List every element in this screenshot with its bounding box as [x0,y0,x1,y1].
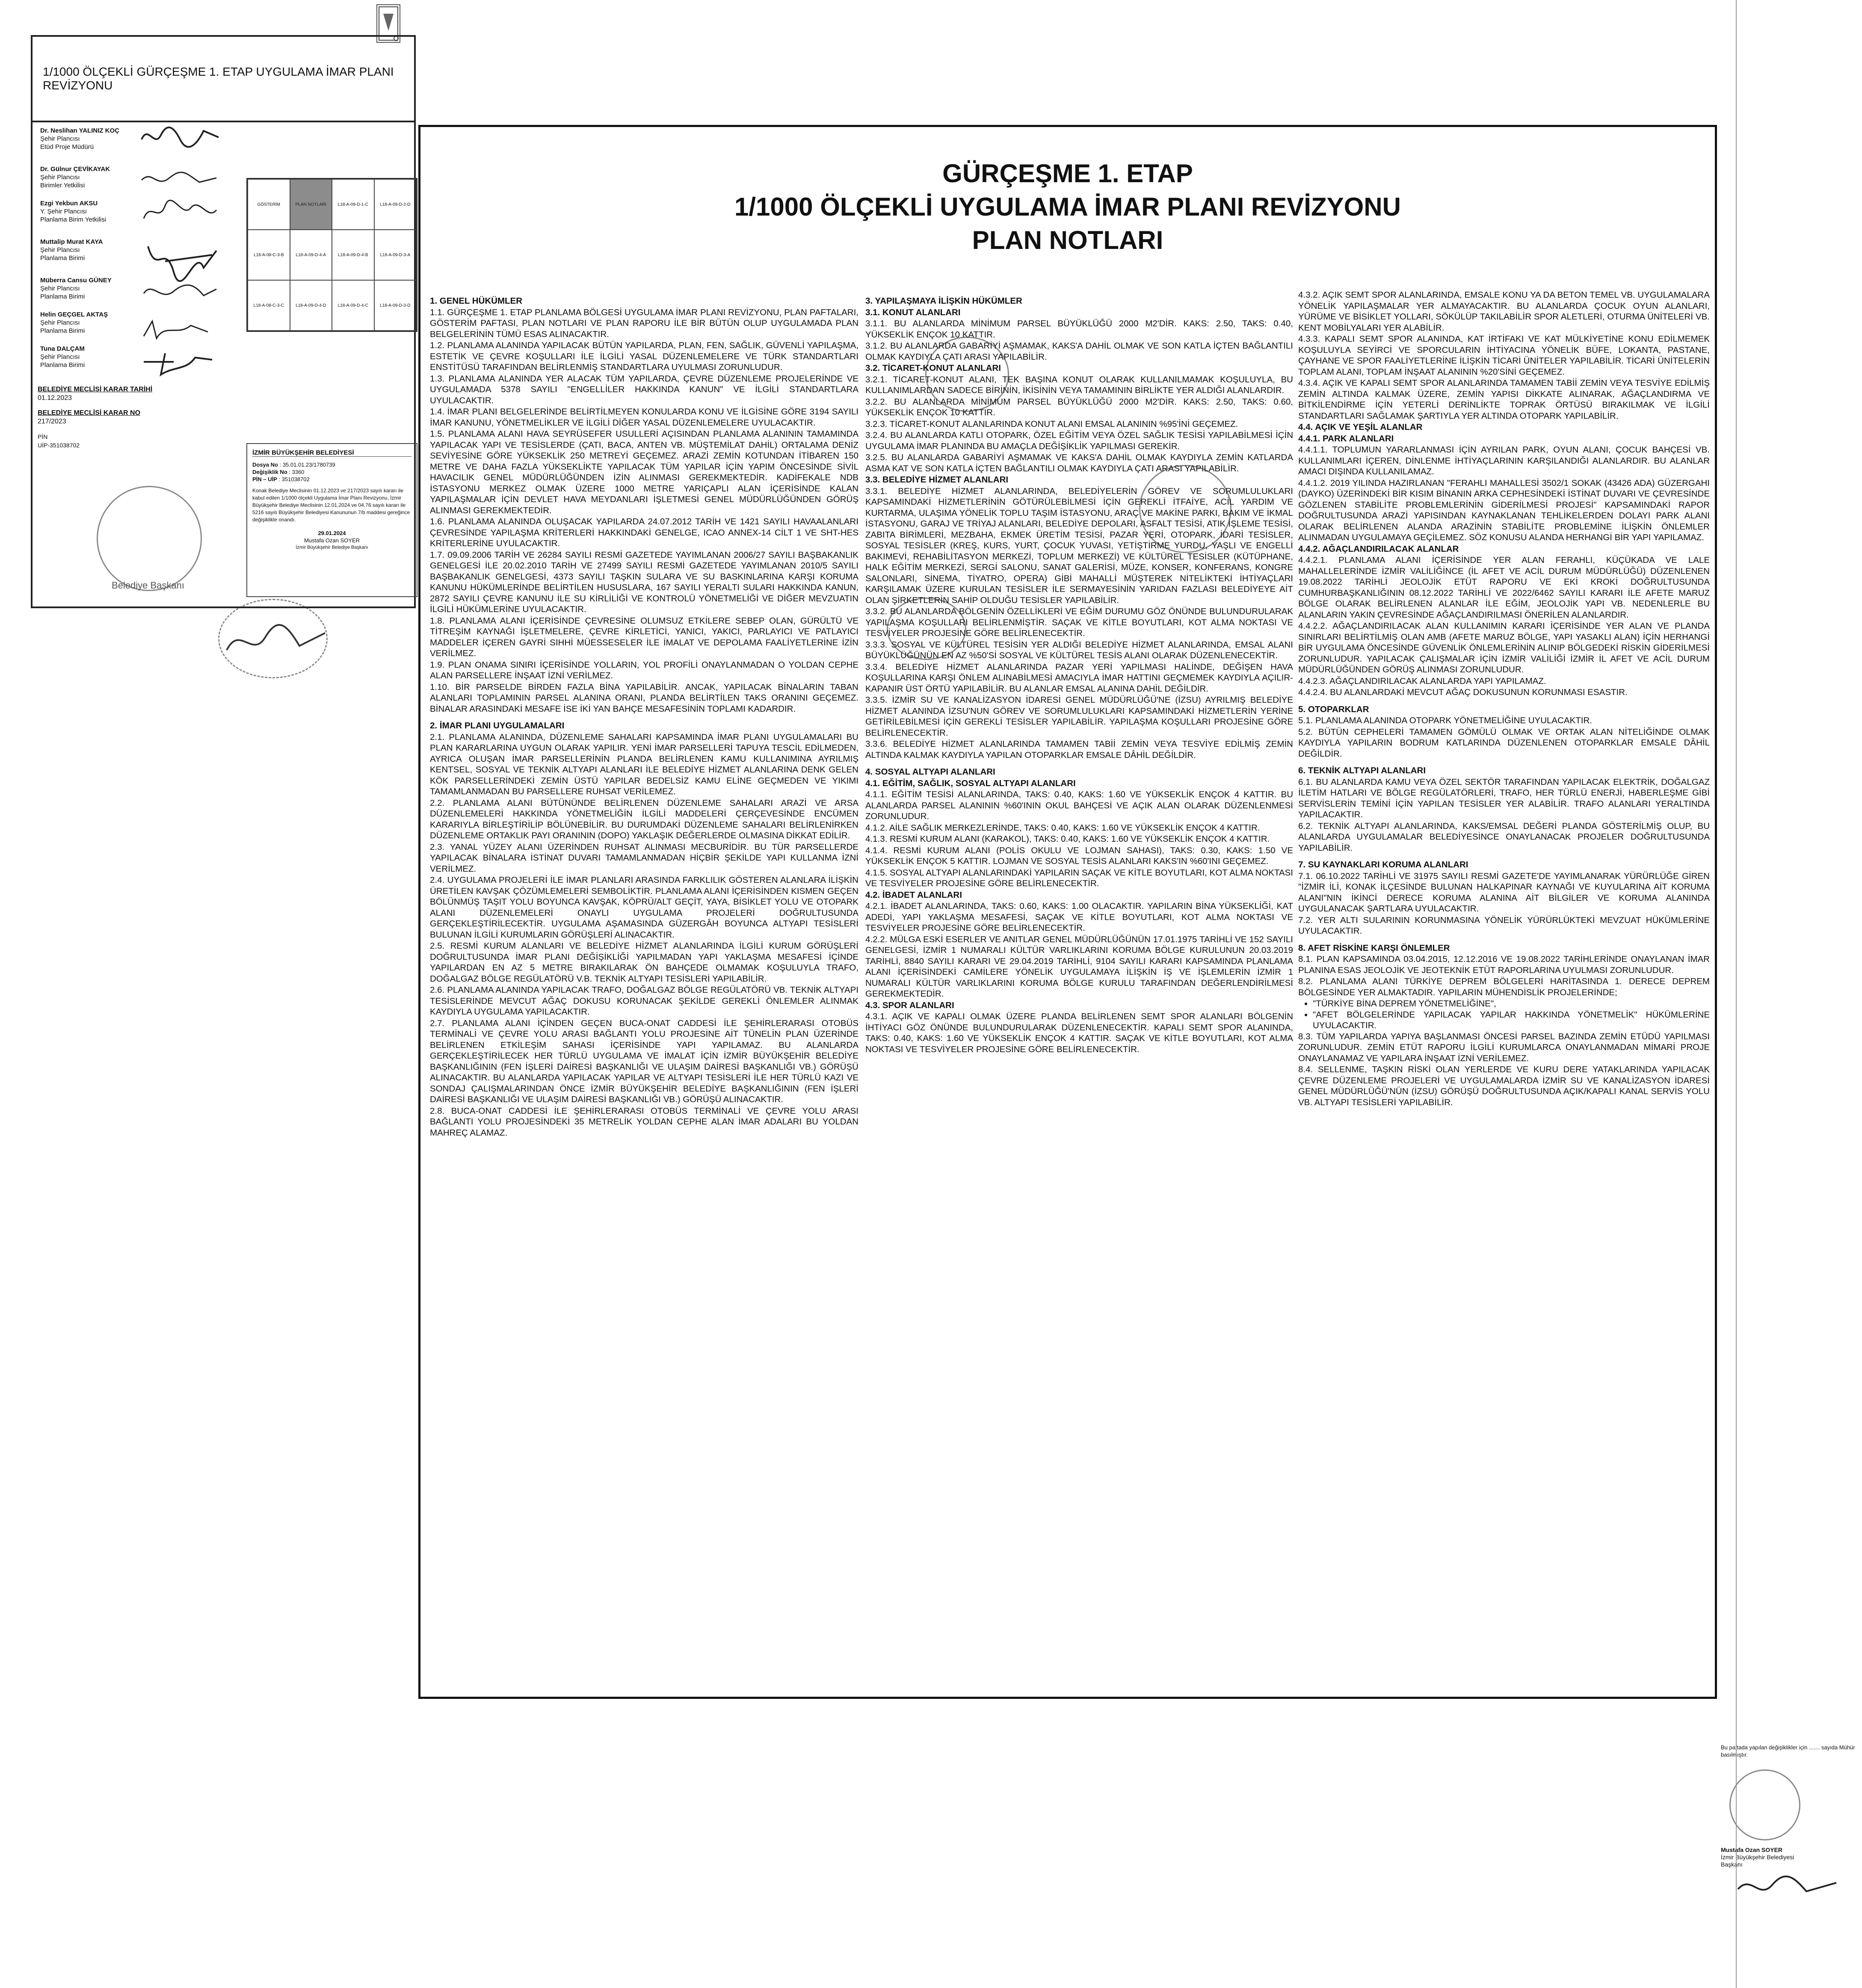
approver-title: Şehir Plancısı [40,285,80,292]
plan-note-paragraph: 1.3. PLANLAMA ALANINDA YER ALACAK TÜM YAPILARDA, ÇEVRE DÜZENLEME PROJELERİNDE VE UYGULAMADA 5378 SAYILI "ENGELLİLER HAKKINDA KANUN" VE İLGİLİ STANDARTLARA UYULACAKTIR. [430,373,858,405]
signature-icon [139,276,221,306]
grid-cell: L18-A-09-D-4-A [290,230,332,280]
plan-note-paragraph: 2.4. UYGULAMA PROJELERİ İLE İMAR PLANLARI ARASINDA FARKLILIK GÖSTEREN ALANLARA İLİŞKİN ÜRETİLEN KAVŞAK ÇÖZÜMLEMELERİ SEMBOLİKTİR. PLANLAMA ALANI İÇERİSİNDEN KISMEN GEÇEN BÖLÜNMÜŞ TAŞIT YOLU BOYUNCA KAVŞAK, KÖPRÜ/ALT GEÇİT, YAYA, BİSİKLET YOLU VE OTOPARK ALANI DÜZENLEMELERİ ONAYLI UYGULAMA PROJELERİ DOĞRULTUSUNDA GERÇEKLEŞTİRİLECEKTİR. UYGULAMA AŞAMASINDA GÜZERGÂH BOYUNCA ALTYAPI TESİSLERİ BULUNAN İLGİLİ KURUMLARIN GÖRÜŞLERİ ALINACAKTIR. [430,875,858,940]
scan-edge [1736,0,1752,1988]
ibb-pin-label: PİN – UİP [252,476,277,482]
notes-column-1 [430,290,858,1139]
approver-name: Helin GEÇGEL AKTAŞ [40,311,108,318]
plan-notes-sheet [418,125,1855,1868]
grid-cell-current: PLAN NOTLARI [290,179,332,230]
plan-note-paragraph: 3.2.1. TİCARET-KONUT ALANI, TEK BAŞINA KONUT OLARAK KULLANILMAMAK KOŞULUYLA, BU KULLANIMLARDAN SADECE BİRİNİN, İKİSİNİN VEYA TAMAMININ BİRLİKTE YER ALDIĞI ALANLARDIR. [865,374,1293,395]
plan-note-paragraph: 5.2. BÜTÜN CEPHELERİ TAMAMEN GÖMÜLÜ OLMAK VE ORTAK ALAN NİTELİĞİNDE OLMAK KAYDIYLA YAPILARIN BODRUM KATLARINDA DÜZENLENEN OTOPARKLAR EMSALE DÂHİL DEĞİLDİR. [1298,727,1710,759]
council-no-label: BELEDİYE MECLİSİ KARAR NO [38,409,141,417]
approver-title: Şehir Plancısı [40,246,80,254]
notes-column-2 [865,290,1293,1055]
signature-icon [139,315,221,345]
approver-role: Planlama Birimi [40,361,85,369]
ibb-name: İZMİR BÜYÜKŞEHİR BELEDİYESİ [252,449,411,457]
document-title [420,157,1715,257]
subsection-heading: 4.4. AÇIK VE YEŞİL ALANLAR [1298,422,1423,432]
section-heading: 7. SU KAYNAKLARI KORUMA ALANLARI [1298,860,1468,870]
plan-note-paragraph: 2.1. PLANLAMA ALANINDA, DÜZENLEME SAHALARI KAPSAMINDA İMAR PLANI UYGULAMALARI BU PLAN KARARLARINA UYGUN OLARAK YAPILIR. YENİ İMAR PARSELLERİ TAPUYA TESCİL EDİLMEDEN, AYRICA OLUŞAN İMAR PARSELLERİNİN PLANDA BELİRLENEN KAMU KULLANIMINA AYRILMIŞ KENTSEL, SOSYAL VE TEKNİK ALTYAPI ALANLARI İLE BELEDİYE HİZMET ALANLARINA DENK GELEN KÖK PARSELLERİNDEKİ ZEMİN ÜSTÜ YAPILAR BEDELSİZ KAMU ELİNE GEÇMEDEN VE YIKIMI TAMAMLANMADAN BU PARSELLERE RUHSAT VERİLEMEZ. [430,732,858,796]
notes-column-3 [1298,290,1710,1108]
official-seal [1139,465,1231,553]
signature-icon [139,197,221,227]
grid-cell: L18-A-09-D-1-C [332,179,374,230]
plan-note-paragraph: 1.2. PLANLAMA ALANINDA YAPILACAK BÜTÜN YAPILARDA, PLAN, FEN, SAĞLIK, GÜVENLİ YAPILAŞMA, ESTETİK VE ÇEVRE KOŞULLARI İLE İLGİLİ YASAL DÜZENLEMELERE VE TÜRK STANDARTLARI ENSTİTÜSÜ TARAFINDAN BELİRLENMİŞ STANDARTLARA UYULMASI ZORUNLUDUR. [430,340,858,372]
plan-note-paragraph: 4.3.2. AÇIK SEMT SPOR ALANLARINDA, EMSALE KONU YA DA BETON TEMEL VB. UYGULAMALARA YÖNELİK YAPILAŞMALAR YER ALMAYACAKTIR. BU ALANLARDA ÇOCUK OYUN ALANLARI, YÜRÜME VE BİSİKLET YOLLARI, SÖKÜLÜP TAKILABİLİR SPOR ALETLERİ, OTURMA ÜNİTELERİ VB. KENT MOBİLYALARI YER ALABİLİR. [1298,290,1710,333]
approver-role: Birimler Yetkilisi [40,182,85,189]
plan-note-paragraph: 1.6. PLANLAMA ALANINDA OLUŞACAK YAPILARDA 24.07.2012 TARİH VE 1421 SAYILI HAVAALANLARI ÇEVRESİNDE YAPILAŞMA KRİTERLERİ HAKKINDAKİ GENELGE, ICAO ANNEX-14 CİLT 1 VE SHT-HES KRİTERLERİNE UYULACAKTIR. [430,517,858,548]
plan-note-paragraph: 4.4.2.3. AĞAÇLANDIRILACAK ALANLARDA YAPI YAPILAMAZ. [1298,676,1546,686]
approver-role: Planlama Birimi [40,254,85,262]
ibb-date: 29.01.2024 [318,530,346,536]
plan-note-paragraph: 3.3.3. SOSYAL VE KÜLTÜREL TESİSİN YER ALDIĞI BELEDİYE HİZMET ALANLARINDA, EMSAL ALANI BÜYÜKLÜĞÜNÜN EN AZ %50'Sİ SOSYAL VE KÜLTÜREL TESİS ALANI OLARAK DÜZENLENECEKTİR. [865,639,1293,660]
signature-icon [222,616,334,667]
plan-note-paragraph: 1.7. 09.09.2006 TARİH VE 26284 SAYILI RESMİ GAZETEDE YAYIMLANAN 2006/27 SAYILI BAŞBAKANLIK GENELGESİ İLE 20.02.2010 TARİH VE 27499 SAYILI RESMİ GAZETEDE YAYIMLANAN 2010/5 SAYILI BAŞBAKANLIK GENELGESİ, 4373 SAYILI TAŞKIN SULARA VE SU BASKINLARINA KARŞI KORUMA KANUNU HÜKÜMLERİNDE BELİRTİLEN HUSUSLARA, 167 SAYILI YERALTI SULARI HAKKINDA KANUN, 2872 SAYILI ÇEVRE KANUNU İLE SU KİRLİLİĞİ VE KONTROLÜ YÖNETMELİĞİ VE DİĞER MEVZUATIN İLGİLİ HÜKÜMLERİNE UYULACAKTIR. [430,550,858,614]
council-date-field [38,385,217,402]
plan-note-paragraph: 3.3.4. BELEDİYE HİZMET ALANLARINDA PAZAR YERİ YAPILMASI HALİNDE, DEĞİŞEN HAVA KOŞULLARINA KARŞI ÖNLEM ALINABİLMESİ AMACIYLA İMAR HATTINI GEÇMEMEK KAYDIYLA AÇILIR-KAPANIR ÜST ÖRTÜ YAPILABİLİR. BU ALANLAR EMSAL ALANINA DAHİL DEĞİLDİR. [865,662,1293,694]
section-heading: 4. SOSYAL ALTYAPI ALANLARI [865,767,995,777]
subsection-heading: 3.3. BELEDİYE HİZMET ALANLARI [865,475,1009,485]
bullet-list [1298,998,1710,1031]
subsection-heading: 4.1. EĞİTİM, SAĞLIK, SOSYAL ALTYAPI ALANLARI [865,778,1076,788]
plan-note-paragraph: 3.2.5. BU ALANLARDA GABARİYİ AŞMAMAK VE KAKS'A DAHİL OLMAK KAYDIYLA ZEMİN KATLARDA ASMA KAT VE SON KATLA İÇTEN BAĞLANTILI OLMAK KAYDIYLA ÇATI ARASI YAPILABİLİR. [865,453,1293,473]
section-heading: 5. OTOPARKLAR [1298,704,1369,714]
plan-note-paragraph: 4.2.1. İBADET ALANLARINDA, TAKS: 0.60, KAKS: 1.00 OLACAKTIR. YAPILARIN BİNA YÜKSEKLİĞİ, KAT ADEDİ, YAPI YAKLAŞMA MESAFESİ, SAÇAK VE KİTLE BOYUTLARI, KOT ALMA NOKTASI VE TESVİYELER PROJESİNE GÖRE BELİRLENECEKTİR. [865,901,1293,933]
approval-title-2: Başkanı [1721,1861,1743,1868]
plan-note-paragraph: 2.7. PLANLAMA ALANI İÇİNDEN GEÇEN BUCA-ONAT CADDESİ İLE ŞEHİRLERARASI OTOBÜS TERMİNALİ VE ÇEVRE YOLU ARASI BAĞLANTI YOLU PROJESİNE AİT TÜNELİN PLAN ÜZERİNDE BELİRLENEN ETKİLEŞİM SAHASI İÇERİSİNDE YAPI YAPILAMAZ. BU ALANLARDA GERÇEKLEŞTİRİLECEK HER TÜRLÜ UYGULAMA VE İMALAT İÇİN İZMİR BÜYÜKŞEHİR BELEDİYE BAŞKANLIĞININ (FEN İŞLERİ DAİRESİ BAŞKANLIĞI VE ULAŞIM DAİRESİ BAŞKANLIĞI VB.) GÖRÜŞÜ ALINACAKTIR. BU ALANLARDA YAPILACAK YAPILAR VE ALTYAPI TESİSLERİ İLE HER TÜRLÜ KAZI VE SONDAJ ÇALIŞMALARINDAN ÖNCE İZMİR BÜYÜKŞEHİR BELEDİYE BAŞKANLIĞININ (FEN İŞLERİ DAİRESİ BAŞKANLIĞI VE ULAŞIM DAİRESİ BAŞKANLIĞI VB.) GÖRÜŞÜ ALINACAKTIR. [430,1018,858,1104]
bullet-item: • "AFET BÖLGELERİNDE YAPILACAK YAPILAR HAKKINDA YÖNETMELİK" HÜKÜMLERİNE UYULACAKTIR. [1313,1009,1710,1031]
grid-cell: L18-A-09-D-4-B [332,230,374,280]
signature-icon [139,122,221,152]
metropolitan-approval-box [246,443,417,597]
section-heading: 8. AFET RİSKİNE KARŞI ÖNLEMLER [1298,943,1450,953]
ibb-pin-row [252,476,411,483]
ibb-signer-title: İzmir Büyükşehir Belediye Başkanı [296,545,368,550]
plan-note-paragraph: 2.3. YANAL YÜZEY ALANI ÜZERİNDEN RUHSAT ALINMASI MECBURİDİR. BU TÜR PARSELLERDE YAPILACAK BİNALARA İSTİNAT DUVARI TAMAMLANMADAN HİÇBİR ŞEKİLDE YAPI KULLANMA İZNİ VERİLMEZ. [430,842,858,874]
plan-note-paragraph: 3.2.2. BU ALANLARDA MİNİMUM PARSEL BÜYÜKLÜĞÜ 2000 M2'DİR. KAKS: 2.50, TAKS: 0.60, YÜKSEKLİK ENÇOK 10 KATTIR. [865,396,1293,417]
approver-role: Etüd Proje Müdürü [40,143,94,151]
plan-note-paragraph: 8.3. TÜM YAPILARDA YAPIYA BAŞLANMASI ÖNCESİ PARSEL BAZINDA ZEMİN ETÜDÜ YAPILMASI ZORUNLUDUR. ZEMİN ETÜT RAPORU İLGİLİ KURUMLARCA ONAYLANMADAN MİMARİ PROJE ONAYLANAMAZ VE YAPILARA İNŞAAT İZNİ VERİLEMEZ. [1298,1031,1710,1063]
signature-icon [139,165,221,195]
ibb-pin-value: : 351038702 [278,476,310,482]
bullet-item: • "TÜRKİYE BİNA DEPREM YÖNETMELİĞİNE", [1313,998,1710,1009]
approver-name: Müberra Cansu GÜNEY [40,277,112,284]
approver-title: Şehir Plancısı [40,135,80,142]
plan-note-paragraph: 2.5. RESMİ KURUM ALANLARI VE BELEDİYE HİZMET ALANLARINDA İLGİLİ KURUM GÖRÜŞLERİ DOĞRULTUSUNDA İMAR PLANI DEĞİŞİKLİĞİ YAPILMADAN YAPI YAKLAŞMA MESAFESİ İÇİNDE YAPILARDAN EN AZ 5 METRE BIRAKILARAK ÖN BAHÇEDE OLMAMAK KOŞULUYLA TRAFO, DOĞALGAZ BÖLGE REGÜLATÖRÜ V.B. TEKNİK ALTYAPI TESİSLERİ YAPILABİLİR. [430,941,858,984]
section-heading: 1. GENEL HÜKÜMLER [430,296,523,306]
section-heading: 6. TEKNİK ALTYAPI ALANLARI [1298,766,1426,775]
approval-title-1: İzmir Büyükşehir Belediyesi [1721,1854,1794,1861]
plan-note-paragraph: 8.2. PLANLAMA ALANI TÜRKİYE DEPREM BÖLGELERİ HARİTASINDA 1. DERECE DEPREM BÖLGESİNDE YER ALMAKTADIR. YAPILARIN MÜHENDİSLİK PROJELERİNDE; [1298,976,1710,997]
plan-note-paragraph: 3.1.2. BU ALANLARDA GABARİYİ AŞMAMAK, KAKS'A DAHİL OLMAK VE SON KATLA İÇTEN BAĞLANTILI OLMAK KAYDIYLA ÇATI ARASI YAPILABİLİR. [865,341,1293,362]
plan-note-paragraph: 3.2.3. TİCARET-KONUT ALANLARINDA KONUT ALANI EMSAL ALANININ %95'İNİ GEÇEMEZ. [865,419,1238,429]
plan-note-paragraph: 4.1.4. RESMİ KURUM ALANI (POLİS OKULU VE LOJMAN SAHASI), TAKS: 0.30, KAKS: 1.50 VE YÜKSEKLİK ENÇOK 5 KATTIR. LOJMAN VE SOSYAL TESİS ALANLARI KAKS'IN %60'INI GEÇEMEZ. [865,845,1293,866]
approver-name: Muttalip Murat KAYA [40,238,103,246]
plan-note-paragraph: 7.1. 06.10.2022 TARİHLİ VE 31975 SAYILI RESMİ GAZETE'DE YAYIMLANARAK YÜRÜRLÜĞE GİREN "İZMİR İLİ, KONAK İLÇESİNDE BULUNAN HALKAPINAR KAYNAĞI VE KUYULARINA AİT KORUMA ALANI"NIN İKİNCİ DERECE KORUMA ALANINA AİT BİLGİLER VE KORUMA ALANINDA UYGULANACAK ŞARTLARA UYULACAKTIR. [1298,871,1710,914]
plan-note-paragraph: 4.4.1.2. 2019 YILINDA HAZIRLANAN "FERAHLI MAHALLESİ 3502/1 SOKAK (43426 ADA) GÜZERGAHI (DAYKO) ÜZERİNDEKİ BİR KISIM BİNANIN ARKA CEPHESİNDEKİ İSTİNAT DUVARI VE ÇEVRESİNDE GÖZLENEN STABİLİTE PROBLEMLERİNİN GİDERİLMESİ PROJESİ" KAPSAMINDAKİ RAPOR DOĞRULTUSUNDA ARAZİ YAPISINDAN KAYNAKLANAN TEHLİKELERDEN DOLAYI PARK ALANI OLARAK BELİRLENEN ALANDA ARAZİNİN STABİLİTE PROBLEMİNE İLİŞKİN ÖNLEMLER ALINMADAN UYGULAMAYA GEÇİLEMEZ. SÖZ KONUSU ALANDA HERHANGİ BİR YAPI YAPILAMAZ. [1298,478,1710,542]
mayor-label: Belediye Başkanı [112,580,184,591]
subsection-heading: 4.2. İBADET ALANLARI [865,890,962,900]
plan-note-paragraph: 4.4.1.1. TOPLUMUN YARARLANMASI İÇİN AYRILAN PARK, OYUN ALANI, ÇOCUK BAHÇESİ VB. KULLANIMLARI İÇEREN, DİNLENME İHTİYAÇLARININ KARŞILANDIĞI ALANLARDIR. BU ALANLAR AMACI DIŞINDA KULLANILAMAZ. [1298,445,1710,476]
approver-title: Şehir Plancısı [40,319,80,326]
ibb-signer: Mustafa Ozan SOYER [304,537,360,544]
plan-note-paragraph: 3.3.6. BELEDİYE HİZMET ALANLARINDA TAMAMEN TABİİ ZEMİN VEYA TESVİYE EDİLMİŞ ZEMİN ALTINDA KALMAK KAYDIYLA YAPILAN OTOPARKLAR EMSALE DÂHİL DEĞİLDİR. [865,739,1293,760]
plan-note-paragraph: 3.1.1. BU ALANLARDA MİNİMUM PARSEL BÜYÜKLÜĞÜ 2000 M2'DİR. KAKS: 2.50, TAKS: 0.40, YÜKSEKLİK ENÇOK 10 KATTIR. [865,319,1293,340]
approval-note: Bu paftada yapılan değişiklikler için ....... sayıda Mühür basılmıştır. [1721,1744,1855,1758]
signature-icon [139,349,221,379]
plan-info-panel [31,35,416,608]
ibb-degisiklik-label: Değişiklik No [252,469,287,475]
grid-cell: L18-A-09-D-4-D [290,280,332,331]
plan-note-paragraph: 4.4.2.4. BU ALANLARDAKİ MEVCUT AĞAÇ DOKUSUNUN KORUNMASI ESASTIR. [1298,687,1628,697]
grid-cell: L18-A-08-C-3-B [248,230,290,280]
plan-note-paragraph: 4.1.2. AİLE SAĞLIK MERKEZLERİNDE, TAKS: 0.40, KAKS: 1.60 VE YÜKSEKLİK ENÇOK 4 KATTIR. [865,822,1260,833]
plan-note-paragraph: 2.6. PLANLAMA ALANINDA YAPILACAK TRAFO, DOĞALGAZ BÖLGE REGÜLATÖRÜ VB. TEKNİK ALTYAPI TESİSLERİNDE MEVCUT AĞAÇ DOKUSU KORUNACAK ŞEKİLDE GEREKLİ ÖNLEMLER ALINMAK KAYDIYLA UYGULAMA YAPILACAKTIR. [430,985,858,1017]
approver-title: Şehir Plancısı [40,353,80,361]
approver-title: Y. Şehir Plancısı [40,208,87,215]
plan-note-paragraph: 8.4. SELLENME, TAŞKIN RİSKİ OLAN YERLERDE VE KURU DERE YATAKLARINDA YAPILACAK ÇEVRE DÜZENLEME PROJELERİ VE UYGULAMALARDA İZMİR SU VE KANALİZASYON İDARESİ GENEL MÜDÜRLÜĞÜ'NÜN (İZSU) GÖRÜŞÜ DOĞRULTUSUNDA AÇIK/KAPALI KANAL SERVİS YOLU VB. ALTYAPI TESİSLERİ YAPILABİLİR. [1298,1065,1710,1107]
grid-cell: L18-A-09-D-3-D [374,280,417,331]
ibb-approval-text: Konak Belediye Meclisinin 01.12.2023 ve 217/2023 sayılı kararı ile kabul edilen 1/1000 ölçekli Uygulama İmar Planı Revizyonu, İzmir Büyükşehir Belediye Meclisinin 12.01.2024 ve 04.76 sayılı kararı ile 5216 sayılı Büyükşehir Belediyesi Kanununun 7/b maddesi gereğince değişiklikle onandı. [252,488,410,523]
approval-signer: Mustafa Ozan SOYER [1721,1846,1782,1853]
approver-name: Tuna DALÇAM [40,345,85,352]
official-seal [887,598,966,660]
plan-note-paragraph: 1.1. GÜRÇEŞME 1. ETAP PLANLAMA BÖLGESİ UYGULAMA İMAR PLANI REVİZYONU, PLAN PAFTALARI, GÖSTERİM PAFTASI, PLAN NOTLARI VE PLAN RAPORU İLE BİR BÜTÜN OLUP UYGULAMADA PLAN BELGELERİNİN TÜMÜ ESAS ALINACAKTIR. [430,307,858,339]
subsection-heading: 3.2. TİCARET-KONUT ALANLARI [865,363,1001,373]
title-line-1: GÜRÇEŞME 1. ETAP [942,159,1193,188]
ibb-degisiklik-value: : 3360 [289,469,305,475]
council-date-value: 01.12.2023 [38,394,72,402]
plan-note-paragraph: 3.3.2. BU ALANLARDA BÖLGENİN ÖZELLİKLERİ VE EĞİM DURUMU GÖZ ÖNÜNDE BULUNDURULARAK YAPILAŞMA KOŞULLARI BELİRLENMİŞTİR. SAÇAK VE KİTLE BOYUTLARI, KOT ALMA NOKTASI VE TESVİYELER PROJESİNE GÖRE BELİRLENECEKTİR. [865,606,1293,638]
ibb-dosya-row [252,461,411,468]
approver-role: Planlama Birimi [40,327,85,334]
grid-cell: GÖSTERİM [248,179,290,230]
plan-note-paragraph: 7.2. YER ALTI SULARININ KORUNMASINA YÖNELİK YÜRÜRLÜKTEKİ MEVZUAT HÜKÜMLERİNE UYULACAKTIR. [1298,915,1710,936]
plan-note-paragraph: 2.8. BUCA-ONAT CADDESİ İLE ŞEHİRLERARASI OTOBÜS TERMİNALİ VE ÇEVRE YOLU ARASI BAĞLANTI YOLU PROJESİNDEKİ 35 METRELİK YOLDAN CEPHE ALAN İMAR ADALARI BU YOLDAN MAHREÇ ALAMAZ. [430,1106,858,1138]
official-seal [925,337,1009,412]
plan-note-paragraph: 4.1.5. SOSYAL ALTYAPI ALANLARINDAKİ YAPILARIN SAÇAK VE KİTLE BOYUTLARI, KOT ALMA NOKTASI VE TESVİYELER PROJESİNE GÖRE BELİRLENECEKTİR. [865,867,1293,888]
grid-cell: L18-A-09-D-2-D [374,179,417,230]
pin-field [38,432,217,450]
plan-note-paragraph: 6.2. TEKNİK ALTYAPI ALANLARINDA, KAKS/EMSAL DEĞERİ PLANDA GÖSTERİLMİŞ OLUP, BU ALANLARDA UYGULAMALAR BELEDİYESİNCE ONAYLANACAK PROJELER DOĞRULTUSUNDA YAPILABİLİR. [1298,821,1710,853]
council-date-label: BELEDİYE MECLİSİ KARAR TARİHİ [38,386,153,393]
approver-role: Planlama Birim Yetkilisi [40,216,107,223]
plan-note-paragraph: 3.2.4. BU ALANLARDA KATLI OTOPARK, ÖZEL EĞİTİM VEYA ÖZEL SAĞLIK TESİSİ YAPILABİLMESİ İÇİN UYGULAMA İMAR PLANINDA BU AMAÇLA DEĞİŞİKLİK YAPILMASI GEREKİR. [865,430,1293,451]
plan-note-paragraph: 4.3.3. KAPALI SEMT SPOR ALANINDA, KAT İRTİFAKI VE KAT MÜLKİYETİNE KONU EDİLMEMEK KOŞULUYLA SEYİRCİ VE SPORCULARIN İHTİYACINA YÖNELİK BÜFE, LOKANTA, PASTANE, ÇAYHANE VE SPOR FAALİYETLERİNE İLİŞKİN TİCARİ ÜNİTELER YAPILABİLİR. TİCARİ ÜNİTELERİN TOPLAM ALANI, TOPLAM İNŞAAT ALANININ %20'SİNİ GEÇEMEZ. [1298,334,1710,377]
plan-note-paragraph: 2.2. PLANLAMA ALANI BÜTÜNÜNDE BELİRLENEN DÜZENLEME SAHALARI ARAZİ VE ARSA DÜZENLEMELERİ HAKKINDA YÖNETMELİĞİN İLGİLİ MADDELERİ ÇERÇEVESİNDE ENCÜMEN KARARIYLA BİRLEŞTİRİLİP BÖLÜNEBİLİR. BU DURUMDAKİ DÜZENLEME SAHALARI BELİRLENİRKEN DÜZENLEME ORTAKLIK PAYI ORANININ (DOPO) YAKLAŞIK DEĞERLERDE OLMASINA DİKKAT EDİLİR. [430,798,858,840]
municipality-seal [97,486,202,591]
section-heading: 3. YAPILAŞMAYA İLİŞKİN HÜKÜMLER [865,296,1022,306]
approver-name: Dr. Neslihan YALINIZ KOÇ [40,127,120,134]
sheet-index-grid [246,178,417,332]
plan-note-paragraph: 4.2.2. MÜLGA ESKİ ESERLER VE ANITLAR GENEL MÜDÜRLÜĞÜNÜN 17.01.1975 TARİHLİ VE 152 SAYILI GENELGESİ, İZMİR 1 NUMARALI KÜLTÜR VARLIKLARINI KORUMA BÖLGE KURULUNUN 20.03.2019 TARİHLİ, 8840 SAYILI KARARI VE 29.04.2019 TARİHLİ, 9104 SAYILI KARARI KAPSAMINDA PLANLAMA ALANI İÇERİSİNDEKİ CAMİLERE YÖNELİK UYGULAMAYA İLİŞKİN İŞ VE İŞLEMLERİN İZMİR 1 NUMARALI KÜLTÜR VARLIKLARINI KORUMA BÖLGE KURULU TARAFINDAN DEĞERLENDİRİLMESİ GEREKMEKTEDİR. [865,934,1293,999]
subsection-heading: 4.3. SPOR ALANLARI [865,1000,954,1010]
ibb-dosya-value: : 35.01.01.23/1780739 [279,462,335,468]
plan-note-paragraph: 1.5. PLANLAMA ALANI HAVA SEYRÜSEFER USULLERİ AÇISINDAN PLANLAMA ALANININ TAMAMINDA YAPILACAK YAPI VE TESİSLERDE (ÇATI, BACA, ANTEN VB. MÜŞTEMİLAT DAHİL) ORTALAMA DENİZ SEVİYESİNE GÖRE YÜKSEKLİK 250 METREYİ GEÇEMEZ. ARAZİ ZEMİN KOTUNDAN İTİBAREN 150 METRE VE DAHA FAZLA YÜKSEKLİKTE YAPILACAK TÜM YAPILAR İÇİN YAPIM ÖNCESİNDE SİVİL HAVACILIK GENEL MÜDÜRLÜĞÜNDEN İZİN ALINMASI GEREKMEKTEDİR. KADİFEKALE NDB İSTASYONU MERKEZ OLMAK ÜZERE 1000 METRE YARIÇAPLI ALAN İÇERİSİNDE KALAN YAPILAŞMALAR İÇİN DEVLET HAVA MEYDANLARI İŞLETMESİ GENEL MÜDÜRLÜĞÜNDEN GÖRÜŞ ALINMASI GEREKMEKTEDİR. [430,429,858,515]
panel-title: 1/1000 ÖLÇEKLİ GÜRÇEŞME 1. ETAP UYGULAMA İMAR PLANI REVİZYONU [33,37,414,122]
council-no-value: 217/2023 [38,418,66,425]
plan-note-paragraph: 1.4. İMAR PLANI BELGELERİNDE BELİRTİLMEYEN KONULARDA KONU VE İLGİSİNE GÖRE 3194 SAYILI İMAR KANUNU, YÖNETMELİKLER VE İLGİLİ DİĞER YASAL DÜZENLEMELERE UYULACAKTIR. [430,407,858,428]
approver-title: Şehir Plancısı [40,174,80,181]
grid-cell: L18-A-09-D-4-C [332,280,374,331]
section-heading: 2. İMAR PLANI UYGULAMALARI [430,721,565,731]
ibb-dosya-label: Dosya No [252,462,278,468]
plan-note-paragraph: 4.1.3. RESMİ KURUM ALANI (KARAKOL), TAKS: 0.40, KAKS: 1.60 VE YÜKSEKLİK ENÇOK 4 KATTIR. [865,834,1270,844]
plan-note-paragraph: 4.3.4. AÇIK VE KAPALI SEMT SPOR ALANLARINDA TAMAMEN TABİİ ZEMİN VEYA TESVİYE EDİLMİŞ ZEMİN ALTINDA KALMAK ÜZERE, ZEMİN YAPISI DİKKATE ALINARAK, AĞAÇLANDIRMA VE BİTKİLENDİRME İÇİN YETERLİ DERİNLİKTE TOPRAK ÖRTÜSÜ BIRAKILMAK VE İLGİLİ STANDARTLARI SAĞLAMAK ŞARTIYLA YER ALTINDA OTOPARK YAPILABİLİR. [1298,378,1710,421]
plan-note-paragraph: 3.3.1. BELEDİYE HİZMET ALANLARINDA, BELEDİYELERİN GÖREV VE SORUMLULUKLARI KAPSAMINDAKİ HİZMETLERİNİN GÖTÜRÜLEBİLMESİ İÇİN GEREKLİ İTFAİYE, ACİL YARDIM VE KURTARMA, ULAŞIMA YÖNELİK TOPLU TAŞIM İSTASYONU, ARAÇ VE MAKİNE PARKI, BAKIM VE İKMAL İSTASYONU, GARAJ VE TRİYAJ ALANLARI, BELEDİYE DEPOLARI, ASFALT TESİSİ, ATIK İŞLEME TESİSİ, ZABITA BİRİMLERİ, MEZBAHA, EKMEK ÜRETİM TESİSİ, PAZAR YERİ, OTOPARK, İDARİ TESİSLER, SOSYAL TESİSLER (KREŞ, KURS, YURT, ÇOCUK YUVASI, YETİŞTİRME YURDU, YAŞLI VE ENGELLİ BAKIMEVİ, REHABİLİTASYON MERKEZİ, TOPLUM MERKEZİ) VE KÜLTÜREL TESİSLER (KÜTÜPHANE, HALK EĞİTİM MERKEZİ, SERGİ SALONU, SANAT GALERİSİ, MÜZE, KONSER, KONFERANS, KONGRE SALONLARI, SİNEMA, TİYATRO, OPERA) GİBİ MAHALLİ MÜŞTEREK NİTELİKTEKİ İHTİYAÇLARI KARŞILAMAK ÜZERE KURULAN TESİSLER İLE SERMAYESİNİN YARIDAN FAZLASI BELEDİYEYE AİT OLAN ŞİRKETLERİN SAHİP OLDUĞU TESİSLER YAPILABİLİR. [865,486,1293,605]
approver-role: Planlama Birimi [40,293,85,300]
plan-note-paragraph: 1.9. PLAN ONAMA SINIRI İÇERİSİNDE YOLLARIN, YOL PROFİLİ ONAYLANMADAN O YOLDAN CEPHE ALAN PARSELLERE İNŞAAT İZNİ VERİLMEZ. [430,660,858,680]
plan-note-paragraph: 4.3.1. AÇIK VE KAPALI OLMAK ÜZERE PLANDA BELİRLENEN SEMT SPOR ALANLARI BÖLGENİN İHTİYACI GÖZ ÖNÜNDE BULUNDURULARAK DÜZENLENECEKTİR. KAPALI SEMT SPOR ALANINDA, TAKS: 0.40, KAKS: 1.60 VE YÜKSEKLİK ENÇOK 4 KATTIR. SAÇAK VE KİTLE BOYUTLARI, KOT ALMA NOKTASI VE TESVİYELER PROJESİNE GÖRE BELİRLENECEKTİR. [865,1012,1293,1054]
pin-value: UİP-351038702 [38,442,80,449]
subsection-heading: 3.1. KONUT ALANLARI [865,307,961,317]
plan-note-paragraph: 5.1. PLANLAMA ALANINDA OTOPARK YÖNETMELİĞİNE UYULACAKTIR. [1298,716,1592,725]
ibb-degisiklik-row [252,468,411,476]
plan-note-paragraph: 4.4.2.1. PLANLAMA ALANI İÇERİSİNDE YER ALAN FERAHLI, KÜÇÜKADA VE LALE MAHALLELERİNDE İZMİR VALİLİĞİNCE (İL AFET VE ACİL DURUM MÜDÜRLÜĞÜ) DÜZENLENEN 19.08.2022 TARİHLİ JEOLOJİK ETÜT RAPORU VE EKİ KROKİ DOĞRULTUSUNDA CUMHURBAŞKANLIĞININ 08.12.2022 TARİHLİ VE 2022/6462 SAYILI KARARI İLE AFETE MARUZ BÖLGE OLARAK BELİRLENEN ALANLAR İLE EĞİM, JEOLOJİK YAPI VB. NEDENLERLE BU ALANLARIN YAKIN ÇEVRESİNDE AĞAÇLANDIRILMASI ÖNERİLEN ALANLARDIR. [1298,555,1710,620]
title-line-2: 1/1000 ÖLÇEKLİ UYGULAMA İMAR PLANI REVİZYONU [734,192,1401,221]
plan-note-paragraph: 4.4.2.2. AĞAÇLANDIRILACAK ALAN KULLANIMIN KARARI İÇERİSİNDE YER ALAN VE PLANDA SINIRLARI BELİRTİLMİŞ OLAN AMB (AFETE MARUZ BÖLGE, YAPI YASAKLI ALAN) İÇİN HERHANGİ BİR UYGULAMA ÖNCESİNDE GÜVENLİK ÖNLEMLERİNİN ALINIP BÖLGEDEKİ RİSKİN GİDERİLMESİ ZORUNLUDUR. YAPILACAK ÇALIŞMALAR İÇİN İZMİR VALİLİĞİ İZMİR İL AFET VE ACİL DURUM MÜDÜRLÜĞÜNDEN GÖRÜŞ ALINMASI ZORUNLUDUR. [1298,621,1710,674]
plan-note-paragraph: 1.8. PLANLAMA ALANI İÇERİSİNDE ÇEVRESİNE OLUMSUZ ETKİLERE SEBEP OLAN, GÜRÜLTÜ VE TİTREŞİM KAYNAĞI İŞLETMELERE, ÇEVRE KİRLETİCİ, YANICI, YAKICI, PARLAYICI VE PATLAYICI MADDELER İÇEREN GAYRİ SIHHİ MÜESSESELER İLE İMALAT VE DEPOLAMA FAALİYETLERİNE İZİN VERİLMEZ. [430,615,858,658]
plan-note-paragraph: 4.1.1. EĞİTİM TESİSİ ALANLARINDA, TAKS: 0.40, KAKS: 1.60 VE YÜKSEKLİK ENÇOK 4 KATTIR. BU ALANLARDA PARSEL ALANININ %60'ININ OKUL BAHÇESİ VE AÇIK ALAN OLARAK DÜZENLENMESİ ZORUNLUDUR. [865,790,1293,821]
plan-note-paragraph: 3.3.5. İZMİR SU VE KANALİZASYON İDARESİ GENEL MÜDÜRLÜĞÜ'NE (İZSU) AYRILMIŞ BELEDİYE HİZMET ALANINDA İZSU'NUN GÖREV VE SORUMLULUKLARI KAPSAMINDAKİ HİZMETLERİN YERİNE GETİRİLEBİLMESİ İÇİN GEREKLİ TESİSLER YAPILABİLİR. YAPILAŞMA KOŞULLARI PROJESİNE GÖRE BELİRLENECEKTİR. [865,695,1293,738]
plan-note-paragraph: 1.10. BİR PARSELDE BİRDEN FAZLA BİNA YAPILABİLİR. ANCAK, YAPILACAK BİNALARIN TABAN ALANLARI TOPLAMININ PARSEL ALANINA ORANI, PLANDA BELİRTİLEN TAKS ORANINI GEÇEMEZ. BİNALAR ARASINDAKİ MESAFE İSE İKİ YAN BAHÇE MESAFESİNİN TOPLAMI KADARDIR. [430,682,858,714]
pin-label: PİN [38,433,48,440]
approver-name: Dr. Gülnur ÇEVİKAYAK [40,166,110,173]
council-no-field [38,409,217,426]
subsection-heading: 4.4.1. PARK ALANLARI [1298,433,1394,444]
plan-note-paragraph: 8.1. PLAN KAPSAMINDA 03.04.2015, 12.12.2016 VE 19.08.2022 TARİHLERİNDE ONAYLANAN İMAR PLANINA ESAS JEOLOJİK VE JEOTEKNİK ETÜT RAPORLARINA UYULMASI ZORUNLUDUR. [1298,954,1710,975]
grid-cell: L18-A-09-D-3-A [374,230,417,280]
subsection-heading: 4.4.2. AĞAÇLANDIRILACAK ALANLAR [1298,544,1459,554]
plan-note-paragraph: 6.1. BU ALANLARDA KAMU VEYA ÖZEL SEKTÖR TARAFINDAN YAPILACAK ELEKTRİK, DOĞALGAZ İLETİM HATLARI VE BÖLGE REGÜLATÖRLERİ, TRAFO, HER TÜRLÜ ENERJİ, HABERLEŞME GİBİ SERVİSLERİN TEMİNİ İÇİN YAPILAN TESİSLER YER ALABİLİR. TRAFO ALANLARI YERALTINDA YAPILACAKTIR. [1298,777,1710,819]
title-line-3: PLAN NOTLARI [972,226,1163,254]
grid-cell: L18-A-08-C-3-C [248,280,290,331]
approver-name: Ezgi Yekbun AKSU [40,200,98,207]
